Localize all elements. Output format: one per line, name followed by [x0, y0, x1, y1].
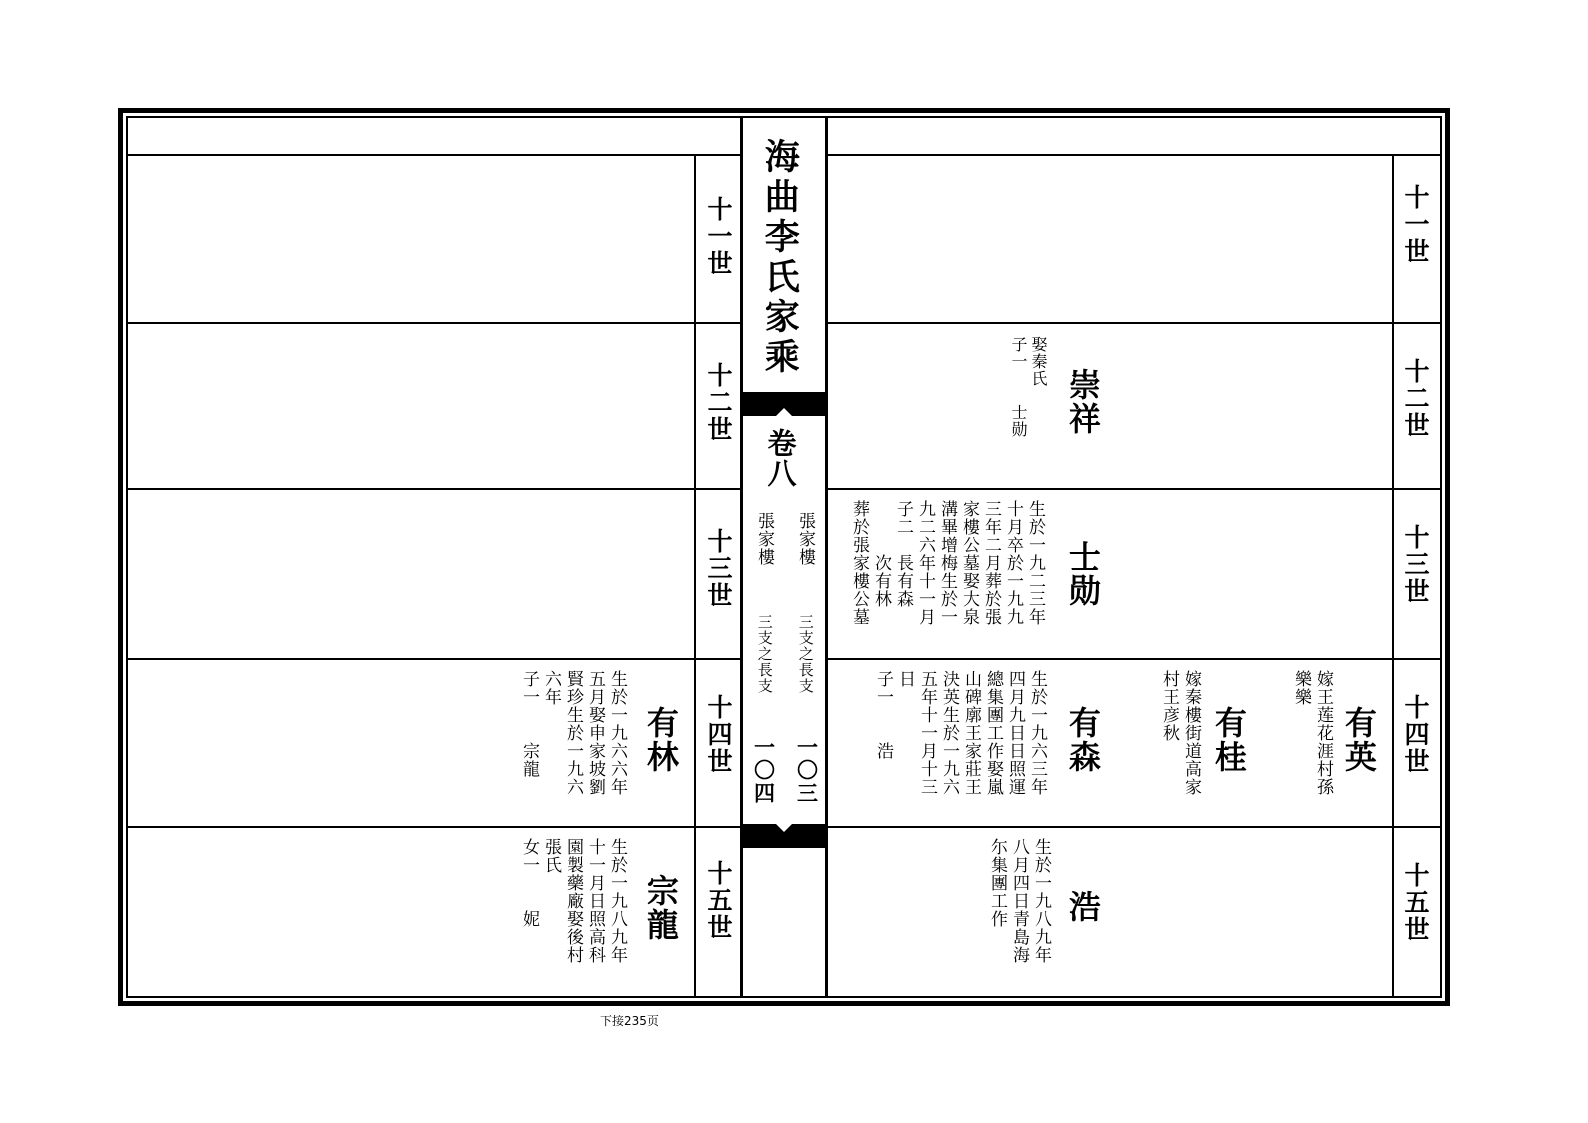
bio-line: 娶秦氏 — [1029, 336, 1048, 387]
right-row-line-15 — [828, 826, 1440, 828]
bio-line: 四月九日日照運 — [1005, 670, 1025, 796]
page-number-right: 一〇三 — [794, 736, 820, 805]
left-row-line-15 — [128, 826, 740, 828]
person-name-youying: 有英 — [1339, 706, 1378, 774]
book-title: 海曲李氏家乘 — [759, 138, 801, 378]
bio-line: 三年二月葬於張 — [981, 500, 1001, 626]
bio-line: 園製藥廠娶後村 — [563, 838, 583, 964]
right-gen-label-15: 十五世 — [1401, 862, 1430, 943]
right-header-line — [828, 154, 1440, 156]
volume-label: 卷八 — [763, 428, 798, 488]
bio-line: 嫁王莲花涯村孫 — [1313, 670, 1333, 796]
left-gen-label-11: 十一世 — [704, 196, 733, 277]
bio-line: 賢珍生於一九六 — [563, 670, 583, 796]
continuation-note: 下接235页 — [600, 1014, 659, 1028]
bio-line: 生於一九六六年 — [607, 670, 627, 796]
page-number-left: 一〇四 — [751, 736, 777, 805]
subbranch-right: 三支之長支 — [796, 614, 815, 694]
right-gen-label-11: 十一世 — [1401, 184, 1430, 265]
right-gen-label-13: 十三世 — [1401, 524, 1430, 605]
person-bio-yousen — [872, 670, 1048, 820]
right-gen-label-12: 十二世 — [1401, 358, 1430, 439]
bio-line: 十一月日照高科 — [585, 838, 605, 964]
bio-line: 五年十一月十三 — [917, 670, 937, 796]
right-gen-column-line — [1392, 154, 1394, 996]
spine-upper-fishtail — [740, 396, 828, 422]
subbranch-left: 三支之長支 — [755, 614, 774, 694]
right-row-line-12 — [828, 322, 1440, 324]
right-row-line-13 — [828, 488, 1440, 490]
bio-line: 張氏 — [541, 838, 561, 874]
bio-line: 村王彦秋 — [1159, 670, 1179, 742]
bio-line: 女一 妮 — [519, 838, 539, 928]
spine-lower-band — [740, 844, 828, 848]
person-name-yousen: 有森 — [1063, 706, 1102, 774]
bio-line: 家樓公墓娶大泉 — [959, 500, 979, 626]
bio-line: 次有林 — [871, 500, 891, 608]
left-gen-label-12: 十二世 — [704, 362, 733, 443]
left-gen-label-13: 十三世 — [704, 528, 733, 609]
left-gen-label-15: 十五世 — [704, 860, 733, 941]
person-bio-youlin — [518, 670, 628, 820]
left-header-line — [128, 154, 740, 156]
bio-line: 子一 浩 — [873, 670, 893, 760]
bio-line: 生於一九八九年 — [607, 838, 627, 964]
left-row-line-14 — [128, 658, 740, 660]
bio-line: 山碑廓王家莊王 — [961, 670, 981, 796]
person-name-zongxiang: 崇祥 — [1063, 368, 1102, 436]
bio-line: 樂樂 — [1291, 670, 1311, 706]
bio-line: 子二 長有森 — [893, 500, 913, 608]
bio-line: 總集團工作娶嵐 — [983, 670, 1003, 796]
person-name-shixun: 士勋 — [1063, 540, 1102, 608]
person-name-zonglong: 宗龍 — [641, 874, 680, 942]
right-row-line-14 — [828, 658, 1440, 660]
bio-line: 八月四日青島海 — [1009, 838, 1029, 964]
left-row-line-13 — [128, 488, 740, 490]
bio-line: 生於一九六三年 — [1027, 670, 1047, 796]
bio-line: 六年 — [541, 670, 561, 706]
bio-line: 生於一九八九年 — [1031, 838, 1051, 964]
bio-line: 嫁秦樓街道高家 — [1181, 670, 1201, 796]
person-bio-shixun — [848, 500, 1046, 650]
bio-line: 葬於張家樓公墓 — [849, 500, 869, 626]
bio-line: 生於一九二三年 — [1025, 500, 1045, 626]
person-name-yougui: 有桂 — [1209, 706, 1248, 774]
bio-line: 九二六年十一月 — [915, 500, 935, 626]
bio-line: 日 — [895, 670, 915, 688]
person-bio-zongxiang — [1008, 336, 1048, 456]
left-row-line-12 — [128, 322, 740, 324]
right-gen-label-14: 十四世 — [1401, 694, 1430, 775]
bio-line: 尓集團工作 — [987, 838, 1007, 928]
bio-line: 決英生於一九六 — [939, 670, 959, 796]
spine-right-border — [825, 116, 828, 998]
person-name-youlin: 有林 — [641, 706, 680, 774]
spine-left-border — [740, 116, 743, 998]
branch-left: 張家樓 — [754, 512, 775, 566]
bio-line: 十月卒於一九九 — [1003, 500, 1023, 626]
spine-lower-fishtail — [740, 818, 828, 844]
left-gen-label-14: 十四世 — [704, 694, 733, 775]
person-bio-zonglong — [518, 838, 628, 988]
person-bio-yougui — [1158, 670, 1202, 820]
bio-line: 子一 士勋 — [1009, 336, 1028, 438]
bio-line: 五月娶申家坡劉 — [585, 670, 605, 796]
left-gen-column-line — [694, 154, 696, 996]
person-bio-youying — [1290, 670, 1334, 820]
person-bio-hao — [986, 838, 1052, 988]
bio-line: 溝畢增梅生於一 — [937, 500, 957, 626]
branch-right: 張家樓 — [795, 512, 816, 566]
person-name-hao: 浩 — [1063, 890, 1102, 924]
bio-line: 子一 宗龍 — [519, 670, 539, 778]
